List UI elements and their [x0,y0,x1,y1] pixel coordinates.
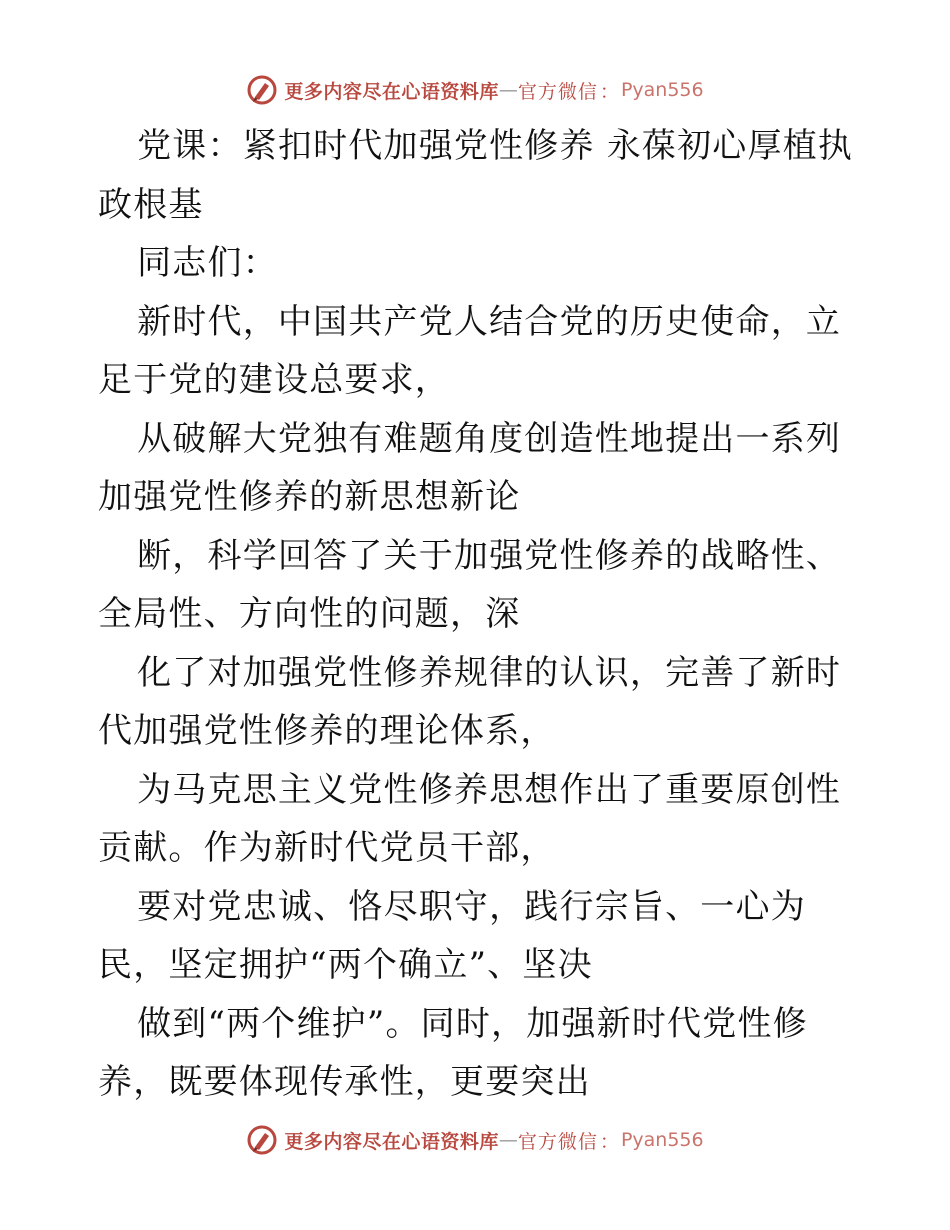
watermark-brand-text: 更多内容尽在心语资料库 [284,1130,499,1153]
watermark-wechat-label: 官方微信 [517,1130,598,1153]
paragraph: 新时代，中国共产党人结合党的历史使命，立足于党的建设总要求， [98,301,842,400]
pen-logo-icon [246,74,278,106]
paragraph: 要对党忠诚、恪尽职守，践行宗旨、一心为民，坚定拥护“两个确立”、坚决 [98,886,806,985]
document-title: 党课：紧扣时代加强党性修养 永葆初心厚植执政根基 [98,126,854,225]
watermark-colon: ： [599,1130,619,1153]
paragraph: 做到“两个维护”。同时，加强新时代党性修养，既要体现传承性，更要突出 [98,1003,808,1102]
watermark-dash: — [498,79,518,101]
watermark-wechat-label: 官方微信 [517,80,598,103]
paragraph: 断，科学回答了关于加强党性修养的战略性、全局性、方向性的问题，深 [98,535,842,634]
watermark-dash: — [498,1129,518,1151]
watermark-colon: ： [599,80,619,103]
paragraph: 化了对加强党性修养规律的认识，完善了新时代加强党性修养的理论体系， [98,652,842,751]
watermark-brand-text: 更多内容尽在心语资料库 [284,80,499,103]
pen-logo-icon [246,1124,278,1156]
paragraph: 同志们： [137,243,278,283]
paragraph: 从破解大党独有难题角度创造性地提出一系列加强党性修养的新思想新论 [98,418,842,517]
watermark-wechat-id: Pyan556 [620,79,704,101]
footer-watermark [0,1120,950,1160]
document-body [98,117,858,1112]
paragraph: 为马克思主义党性修养思想作出了重要原创性贡献。作为新时代党员干部， [98,769,842,868]
header-watermark [0,70,950,110]
watermark-wechat-id: Pyan556 [620,1129,704,1151]
